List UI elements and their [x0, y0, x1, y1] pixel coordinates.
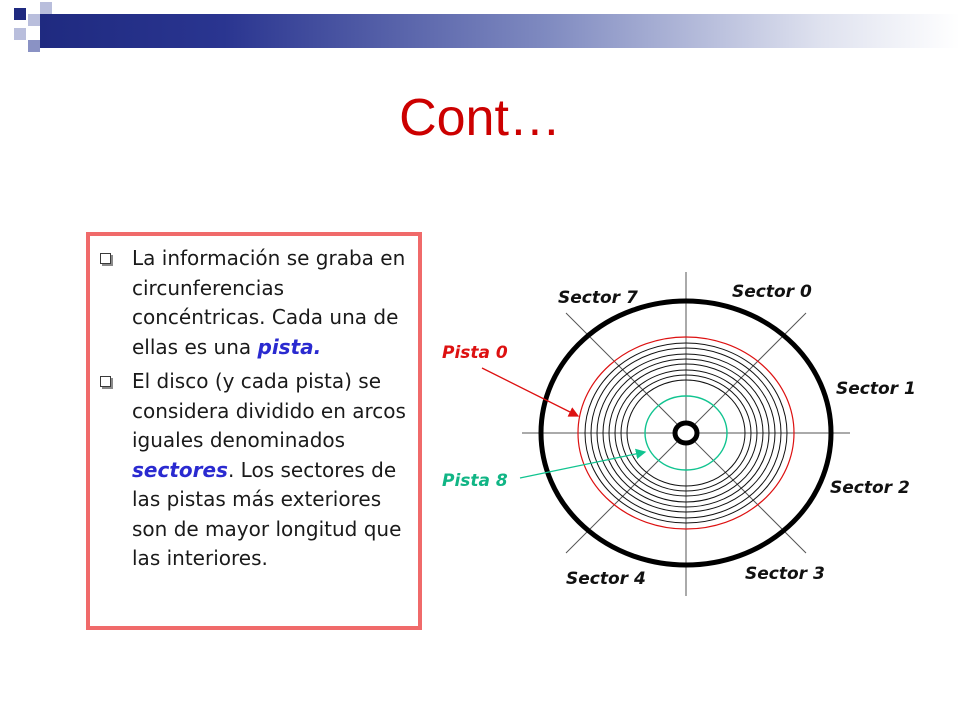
checkbox-bullet-icon [100, 253, 111, 264]
decor-square [40, 2, 52, 14]
bullet-text-plain: El disco (y cada pista) se considera dividido en arcos iguales denominados [132, 369, 406, 452]
text-box [86, 232, 422, 630]
header-bar [40, 14, 960, 48]
disk-diagram [430, 260, 950, 600]
sector-0-label: Sector 0 [732, 282, 812, 302]
bullet-text-plain: La información se graba en circunferencias concéntricas. Cada una de ellas es una [132, 246, 406, 359]
sector-4-label: Sector 4 [566, 569, 646, 589]
sector-7-label: Sector 7 [558, 288, 638, 308]
bullet-text [132, 367, 422, 574]
pista-0-label: Pista 0 [442, 343, 508, 363]
arrow-pista-0 [482, 368, 578, 416]
disk-hub [675, 423, 697, 443]
keyword-pista: pista. [257, 334, 322, 359]
decor-square [28, 14, 40, 26]
pista-8-label: Pista 8 [442, 471, 508, 491]
bullet-text-after: . Los sectores de las pistas más exteriores son de mayor longitud que las interiores. [132, 457, 402, 570]
arrow-pista-8 [520, 452, 645, 478]
sector-2-label: Sector 2 [830, 478, 910, 498]
bullet-text [132, 244, 422, 362]
page-title: Cont… [399, 89, 561, 147]
sector-1-label: Sector 1 [836, 379, 916, 399]
decor-square [14, 8, 26, 20]
decor-square [14, 28, 26, 40]
keyword-sectores: sectores [132, 457, 228, 482]
checkbox-bullet-icon [100, 376, 111, 387]
sector-3-label: Sector 3 [745, 564, 825, 584]
decor-square [28, 40, 40, 52]
